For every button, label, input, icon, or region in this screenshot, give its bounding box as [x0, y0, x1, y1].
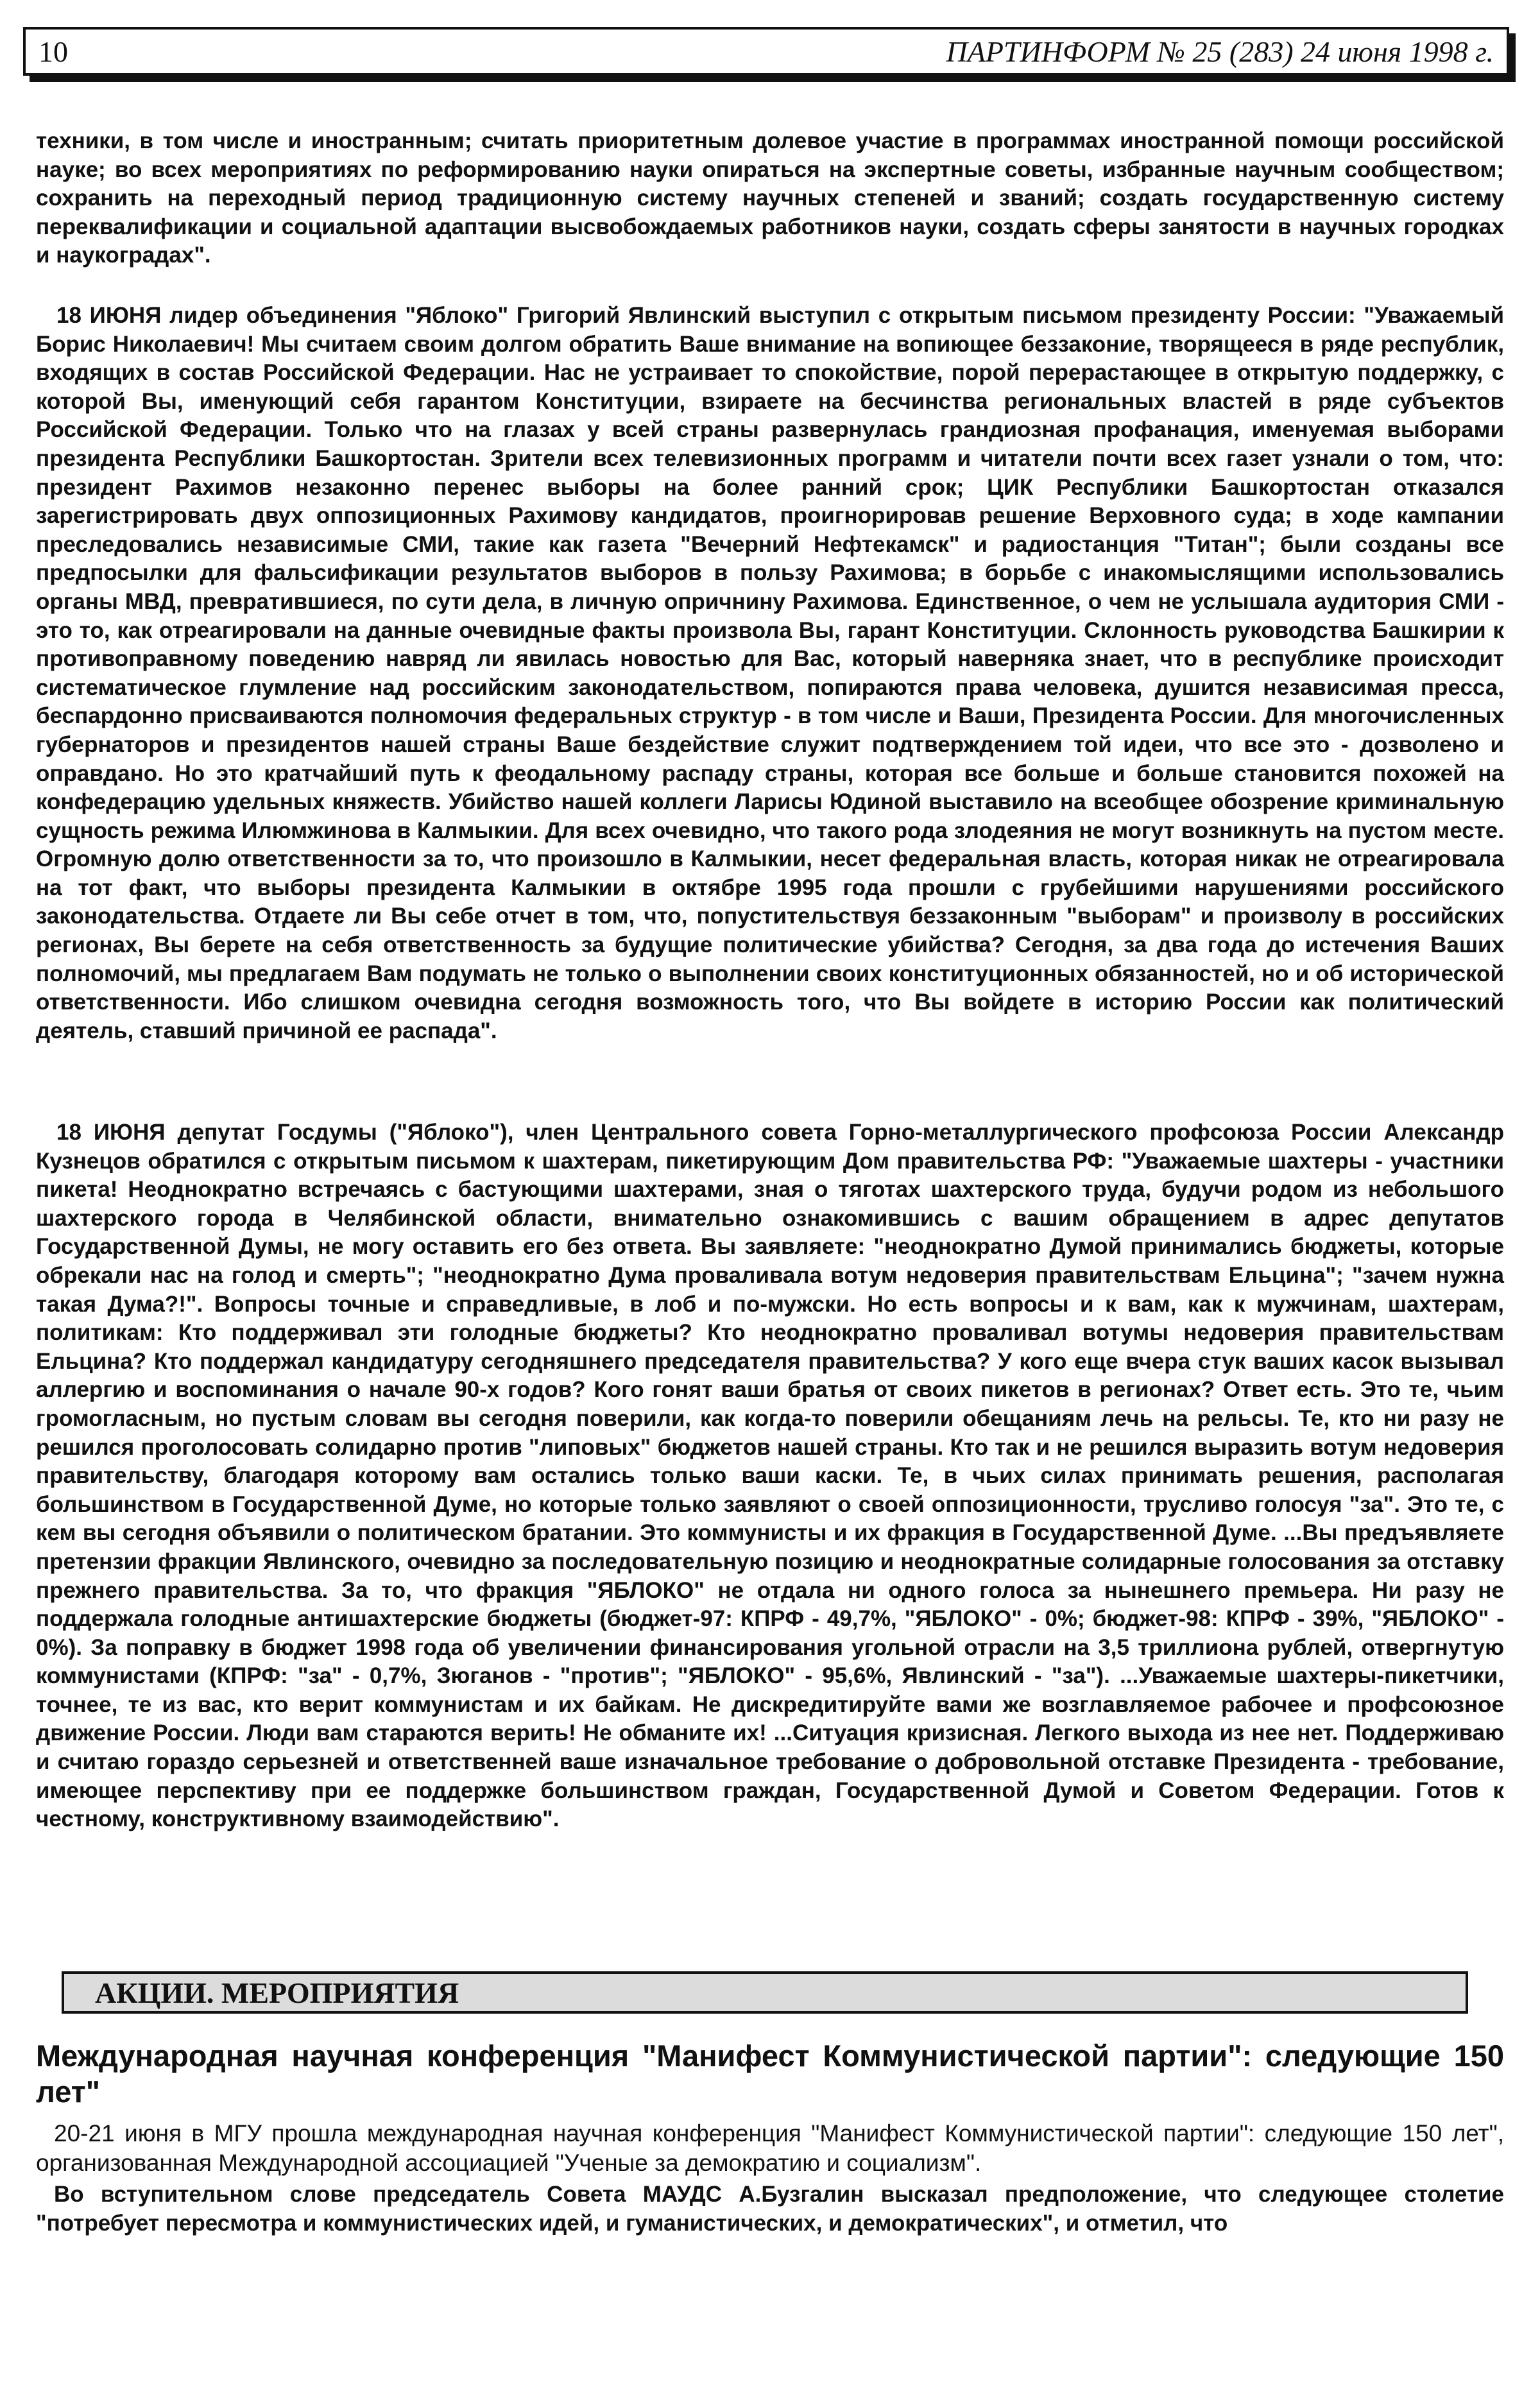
page-number: 10 [38, 35, 68, 68]
article-body: Во вступительном слове председатель Совета МАУДС А.Бузгалин высказал предположение, что следующее столетие "потребует пересмотра и коммунистических идей, и гуманистических, и демократических", и отметил, что [36, 2182, 1504, 2236]
article-lead: 20-21 июня в МГУ прошла международная научная конференция "Манифест Коммунистической партии": следующие 150 лет", организованная Международной ассоциацией "Ученые за демократию и социализм". [36, 2120, 1504, 2176]
paragraph-yavlinsky-letter: 18 ИЮНЯ лидер объединения "Яблоко" Григорий Явлинский выступил с открытым письмом президенту России: "Уважаемый Борис Николаевич! Мы считаем своим долгом обратить Ваше внимание на вопиющее беззаконие, творящееся в ряде республик, входящих в состав Российской Федерации. Нас не устраивает то спокойствие, порой перерастающее в открытую поддержку, с которой Вы, именующий себя гарантом Конституции, взираете на бесчинства региональных властей в ряде субъектов Российской Федерации. Только что на глазах у всей страны развернулась грандиозная профанация, именуемая выборами президента Республики Башкортостан. Зрители всех телевизионных программ и читатели почти всех газет узнали о том, что: президент Рахимов незаконно перенес выборы на более ранний срок; ЦИК Республики Башкортостан отказался зарегистрировать двух оппозиционных Рахимову кандидатов, проигнорировав решение Верховного суда; в ходе кампании преследовались независимые СМИ, такие как газета "Вечерний Нефтекамск" и радиостанция "Титан"; были созданы все предпосылки для фальсификации результатов выборов в пользу Рахимова; в борьбе с инакомыслящими использовались органы МВД, превратившиеся, по сути дела, в личную опричнину Рахимова. Единственное, о чем не услышала аудитория СМИ - это то, как отреагировали на данные очевидные факты произвола Вы, гарант Конституции. Склонность руководства Башкирии к противоправному поведению навряд ли явилась новостью для Вас, который наверняка знает, что в республике происходит систематическое глумление над российским законодательством, попираются права человека, душится независимая пресса, беспардонно присваиваются полномочия федеральных структур - в том числе и Ваши, Президента России. Для многочисленных губернаторов и президентов нашей страны Ваше бездействие служит подтверждением той идеи, что все это - дозволено и оправдано. Но это кратчайший путь к феодальному распаду страны, которая все больше и больше становится похожей на конфедерацию удельных княжеств. Убийство нашей коллеги Ларисы Юдиной выставило на всеобщее обозрение криминальную сущность режима Илюмжинова в Калмыкии. Для всех очевидно, что такого рода злодеяния не могут возникнуть на пустом месте. Огромную долю ответственности за то, что произошло в Калмыкии, несет федеральная власть, которая никак не отреагировала на тот факт, что выборы президента Калмыкии в октябре 1995 года прошли с грубейшими нарушениями российского законодательства. Отдаете ли Вы себе отчет в том, что, попустительствуя беззаконным "выборам" и произволу в российских регионах, Вы берете на себя ответственность за будущие политические убийства? Сегодня, за два года до истечения Ваших полномочий, мы предлагаем Вам подумать не только о выполнении своих конституционных обязанностей, но и об исторической ответственности. Ибо слишком очевидна сегодня возможность того, что Вы войдете в историю России как политический деятель, ставший причиной ее распада". [36, 303, 1504, 1043]
section-title: АКЦИИ. МЕРОПРИЯТИЯ [95, 1976, 459, 2009]
article-heading: Международная научная конференция "Манифест Коммунистической партии": следующие 150 лет" [36, 2039, 1504, 2109]
page-header [23, 27, 1509, 76]
section-header [62, 1971, 1468, 2014]
paragraph-kuznetsov-letter: 18 ИЮНЯ депутат Госдумы ("Яблоко"), член Центрального совета Горно-металлургического профсоюза России Александр Кузнецов обратился с открытым письмом к шахтерам, пикетирующим Дом правительства РФ: "Уважаемые шахтеры - участники пикета! Неоднократно встречаясь с бастующими шахтерами, зная о тяготах шахтерского труда, будучи родом из небольшого шахтерского города в Челябинской области, внимательно ознакомившись с вашим обращением в адрес депутатов Государственной Думы, не могу оставить его без ответа. Вы заявляете: "неоднократно Думой принимались бюджеты, которые обрекали нас на голод и смерть"; "неоднократно Дума проваливала вотум недоверия правительствам Ельцина"; "зачем нужна такая Дума?!". Вопросы точные и справедливые, в лоб и по-мужски. Но есть вопросы и к вам, как к мужчинам, шахтерам, политикам: Кто поддерживал эти голодные бюджеты? Кто неоднократно проваливал вотумы недоверия правительствам Ельцина? Кто поддержал кандидатуру сегодняшнего председателя правительства? У кого еще вчера стук ваших касок вызывал аллергию и воспоминания о начале 90-х годов? Кого гонят ваши братья от своих пикетов в регионах? Ответ есть. Это те, чьим громогласным, но пустым словам вы сегодня поверили, как когда-то поверили обещаниям лечь на рельсы. Те, кто ни разу не решился проголосовать солидарно против "липовых" бюджетов нашей страны. Кто так и не решился выразить вотум недоверия правительству, благодаря которому вам остались только ваши каски. Те, в чьих силах принимать решения, располагая большинством в Государственной Думе, но которые только заявляют о своей оппозиционности, трусливо голосуя "за". Это те, с кем вы сегодня объявили о политическом братании. Это коммунисты и их фракция в Государственной Думе. ...Вы предъявляете претензии фракции Явлинского, очевидно за последовательную позицию и неоднократные солидарные голосования за отставку прежнего правительства. За то, что фракция "ЯБЛОКО" не отдала ни одного голоса за нынешнего премьера. Ни разу не поддержала голодные антишахтерские бюджеты (бюджет-97: КПРФ - 49,7%, "ЯБЛОКО" - 0%; бюджет-98: КПРФ - 39%, "ЯБЛОКО" - 0%). За поправку в бюджет 1998 года об увеличении финансирования угольной отрасли на 3,5 триллиона рублей, отвергнутую коммунистами (КПРФ: "за" - 0,7%, Зюганов - "против"; "ЯБЛОКО" - 95,6%, Явлинский - "за"). ...Уважаемые шахтеры-пикетчики, точнее, те из вас, кто верит коммунистам и их байкам. Не дискредитируйте вами же возглавляемое рабочее и профсоюзное движение России. Люди вам стараются верить! Не обманите их! ...Ситуация кризисная. Легкого выхода из нее нет. Поддерживаю и считаю гораздо серьезней и ответственней ваше изначальное требование о добровольной отставке Президента - требование, имеющее перспективу при ее поддержке большинством граждан, Государственной Думой и Советом Федерации. Готов к честному, конструктивному взаимодействию". [36, 1120, 1504, 1832]
publication-title: ПАРТИНФОРМ № 25 (283) 24 июня 1998 г. [946, 35, 1494, 68]
paragraph-science-continuation: техники, в том числе и иностранным; считать приоритетным долевое участие в программах иностранной помощи российской науке; во всех мероприятиях по реформированию науки опираться на экспертные советы, избранные научным сообществом; сохранить на переходный период традиционную систему научных степеней и званий; создать государственную систему переквалификации и социальной адаптации высвобождаемых работников науки, создать сферы занятости в научных городках и наукоградах". [36, 128, 1504, 268]
